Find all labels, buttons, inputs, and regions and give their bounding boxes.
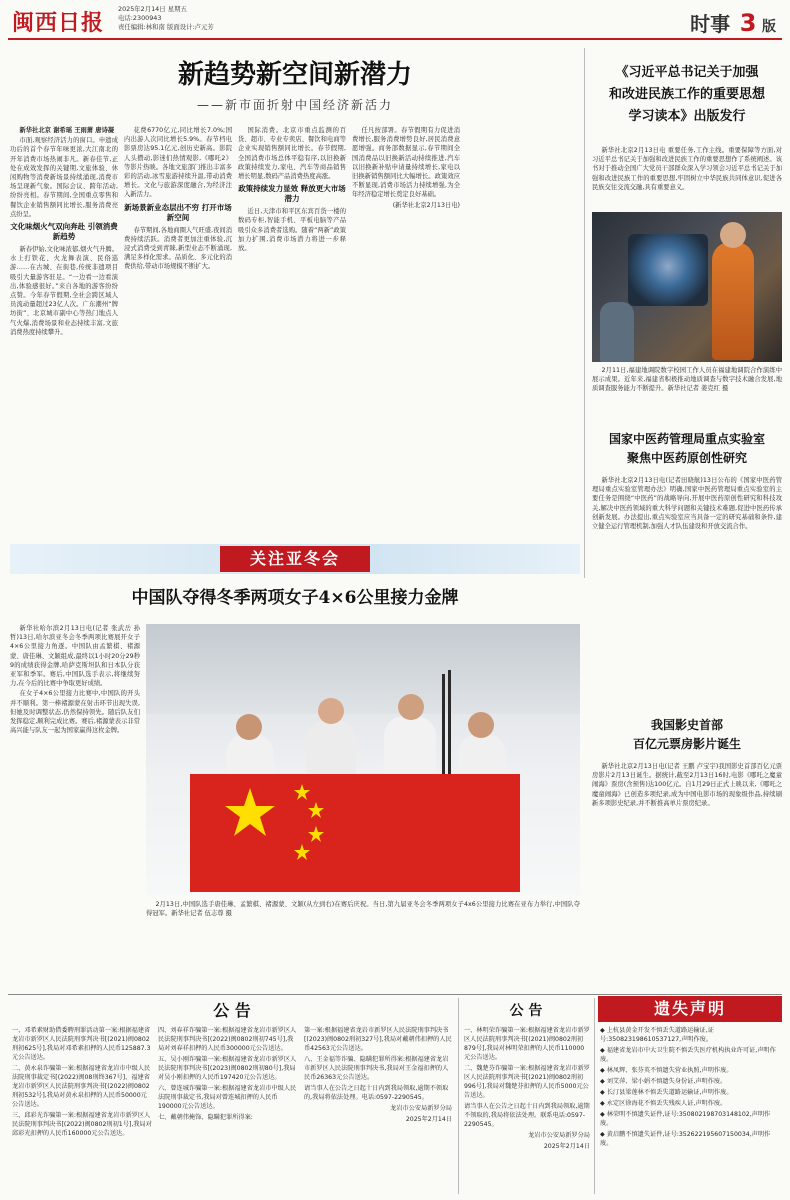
issue-weekday: 星期五 (167, 5, 187, 13)
national-flag (190, 774, 520, 892)
winter-games-headline: 中国队夺得冬季两项女子4×6公里接力金牌 (131, 588, 459, 608)
notice-col-3: 第一案:根据福建省龙岩市新罗区人民法院刑事判决书[(2023)闽0802刑初327号],我局对戴朝伟扣押的人民币42563元公告送达。 八、王金福等诈骗、隐瞒犯罪所得案:根据福建省龙岩市新罗区人民法院刑事判决书,我局对王金福扣押的人民币26363元公告送达。 请当事人在公告之日起十日内到我局领取,逾期不领取的,我局将依法处理。电话:0597-2290545。 龙岩市公安局新罗分局 2025年2月14日 (304, 1027, 452, 1123)
issue-date: 2025年2月14日 (118, 5, 166, 13)
subhead-3: 政策持续发力显效 释放更大市场潜力 (238, 184, 346, 204)
notice-col-4: 一、林明荣诈骗第一案:根据福建省龙岩市新罗区人民法院刑事判决书[(2021)闽0802刑初879号],我局对林明荣扣押的人民币110000元公告送达。 二、魏楚芬诈骗第一案:根据福建省龙岩市新罗区人民法院刑事判决书[(2021)闽0802刑初996号],我局对魏楚芬扣押的人民币5000元公告送达。 请当事人在公告之日起十日内到我局领取,逾期不领取的,我局将依法处理。联系电话:0597-2290545。 龙岩市公安局新罗分局 2025年2月14日 (464, 1027, 590, 1150)
main-story-col-1: 新华社北京 谢希瑶 王雨萧 唐诗凝 市面,观察经济活力的窗口。申遗成功后的首个春节年味更浓,大江南北的开年消费市场热闹非凡。新春佳节,正处在成效发挥的关键期,文旅体验、休闲购物等消费新场景持续涌现,消费市场呈现新气象。国际会议、跨年活动,纷纷亮相。春节期间,全国重点零售和餐饮企业销售额同比增长,服务消费亮点纷呈。 文化味烟火气双向奔赴 引领消费新趋势 新春伊始,文化味浓郁,烟火气升腾。水上打铁花、火龙舞表演、民俗巡游……在古城、在街巷,传统非遗项目吸引大量游客驻足。“一边看一边看演出,体验感很好。”来自各地的游客纷纷点赞。今年春节假期,全社会跨区域人员流动量超过23亿人次。广东潮州“牌坊街”、北京城市副中心等热门地点人气火爆,消费场景和业态持续丰富,文旅消费热度持续攀升。 (10, 127, 118, 336)
right-story-3-body: 新华社北京2月13日电(记者 王鹏 卢宝宇)我国影史首部百亿元票房影片2月13日诞生。据统计,截至2月13日16时,电影《哪吒之魔童闹海》票房(含预售)达100亿元。自1月29日正式上映以来,《哪吒之魔童闹海》已创造多项纪录,成为中国电影市场的现象级作品,持续刷新多项影史纪录,并不断推高单片票房纪录。 (592, 763, 782, 807)
winter-games-body: 新华社哈尔滨2月13日电(记者 张武岳 孙哲)13日,哈尔滨亚冬会冬季两项比赛展开女子4×6公里接力角逐。中国队由孟繁棋、褚源蒙、唐佳琳、文颖组成,最终以1小时20分29秒9的成绩获得金牌,哈萨克斯坦队和日本队分获亚军和季军。赛后,中国队选手表示,将继续努力,在今后的比赛中争取更好成绩。 在女子4×6公里接力比赛中,中国队的开头并不顺利。第一棒褚源蒙在射击环节出现失误,但她及时调整状态,仍然保持领先。随后队友们发挥稳定,顺利完成比赛。赛后,褚源蒙表示非常高兴能与队友一起为国家赢得这枚金牌。 (10, 625, 140, 735)
editor: 责任编辑:林和南 (118, 23, 165, 31)
dateline: (新华社北京2月13日电) (392, 201, 460, 209)
subhead-1: 文化味烟火气双向奔赴 引领消费新趋势 (10, 222, 118, 242)
notice-signature-2: 龙岩市公安局新罗分局 (528, 1132, 590, 1139)
geology-photo (592, 212, 782, 362)
right-story-2-body: 新华社北京2月13日电(记者田晓航)13日公布的《国家中医药管理局重点实验室管理办法》明确,国家中医药管理局重点实验室的主要任务是围绕“中医药”的战略导向,开展中医药原创性研究和科技攻关,解决中医药领域的重大科学问题和关键技术难题,促进中医药传承创新发展。办法提出,重点实验室应当具备一定的研究基础和条件,建立健全运行管理机制,加强人才队伍建设和开放交流合作。 (592, 477, 782, 531)
right-story-2-title: 国家中医药管理局重点实验室 聚焦中医药原创性研究 (608, 432, 765, 465)
right-story-1-body: 新华社北京2月13日电 重要任务,工作主线。重要保障等方面,对习近平总书记关于加强和改进民族工作的重要思想作了系统阐述。该书对于推动全国广大党员干部群众深入学习领会习近平总书记关于加强和改进民族工作的重要思想,牢固树立中华民族共同体意识,促进各民族交往交流交融,具有重要意义。 (592, 147, 782, 191)
notice-col-2: 四、刘春祥诈骗第一案:根据福建省龙岩市新罗区人民法院刑事判决书[(2022)闽0802刑初745号],我局对刘春祥扣押的人民币300000元公告送达。 五、吴小刚诈骗第一案:根据福建省龙岩市新罗区人民法院刑事判决书[(2023)闽0802刑初80号],我局对吴小刚扣押的人民币197420元公告送达。 六、曾连城诈骗第一案:根据福建省龙岩市中级人民法院刑事裁定书,我局对曾连城扣押的人民币190000元公告送达。 七、戴朝伟掩饰、隐瞒犯罪所得案: (158, 1027, 297, 1121)
main-story-col-2: 花费6770亿元,同比增长7.0%;国内出游人次同比增长5.9%。春节档电影票房达95.1亿元,创历史新高。影院人头攒动,影迷们热情观影,《哪吒2》等影片热映。各地文旅部门推出丰富多彩的活动,冰雪旅游持续升温,带动消费增长。文化与旅游深度融合,为经济注入新活力。 新场景新业态层出不穷 打开市场新空间 春节期间,各地商圈人气旺盛,夜间消费持续活跃。消费者更加注重体验,沉浸式消费受到青睐,新型业态不断涌现,满足多样化需求。品质化、多元化的消费供给,带动市场规模不断扩大。 (124, 127, 232, 271)
byline: 新华社北京 谢希瑶 王雨萧 唐诗凝 (19, 127, 115, 134)
right-story-3-title: 我国影史首部 百亿元票房影片诞生 (632, 718, 741, 751)
main-headline: 新趋势新空间新潜力 (177, 60, 412, 90)
phone: 电话:2300943 (118, 14, 162, 22)
notice-signature-1: 龙岩市公安局新罗分局 (390, 1105, 452, 1112)
newspaper-logo: 闽西日报 (12, 10, 105, 36)
notice-col-1: 一、邓希素财助借委聘刑罪活动第一案:根据福建省龙岩市新罗区人民法院刑事判决书[(2021)闽0802刑初625号],我局对邓希素扣押的人民币125887.3元公告送达。 二、黄永泉诈骗第一案:根据福建省龙岩市中级人民法院刑事裁定书[(2022)闽08刑终367号]、福建省龙岩市新罗区人民法院刑事判决书[(2022)闽0802刑初532号],我局对黄永泉扣押的人民币50000元公告送达。 三、邱彩光诈骗第一案:根据福建省龙岩市新罗区人民法院刑事判决书[(2022)闽0802刑初1号],我局对邱彩光扣押的人民币160000元公告送达。 (12, 1027, 152, 1137)
notice-date-1: 2025年2月14日 (405, 1116, 452, 1123)
notice-date-2: 2025年2月14日 (543, 1143, 590, 1150)
notice-heading-2: 公 告 (509, 1003, 543, 1019)
relay-team-photo (146, 624, 580, 896)
right-story-1-title: 《习近平总书记关于加强 和改进民族工作的重要思想 学习读本》出版发行 (608, 65, 765, 124)
lost-notice-heading: 遗失声明 (598, 996, 782, 1022)
main-subheadline: ——新市面折射中国经济新活力 (196, 98, 393, 112)
section-label: 时事 3 版 (690, 9, 776, 37)
subhead-2: 新场景新业态层出不穷 打开市场新空间 (124, 202, 232, 222)
photo-caption-2: 2月13日,中国队选手唐佳琳、孟繁棋、褚源蒙、文颖(从左到右)在赛后庆祝。当日,第九届亚冬会冬季两项女子4x6公里接力比赛在亚布力举行,中国队夺得冠军。新华社记者 伍志尊 摄 (146, 901, 580, 918)
main-story-col-4: 任凡按部署。春节假期有力促进消费增长,服务消费增势良好,居民消费意愿增强。商务部数据显示,春节期间全国消费品以旧换新活动持续推进,汽车以旧换新补贴申请量持续增长,家电以旧换新销售额同比大幅增长。政策效应不断显现,消费市场活力持续增强,为全年经济稳定增长奠定良好基础。 (新华社北京2月13日电) (352, 127, 460, 209)
winter-games-banner: 关注亚冬会 (10, 544, 580, 574)
notice-heading-1: 公 告 (213, 1001, 251, 1020)
photo-caption-1: 2月11日,福建地调院数字校园工作人员在福建地调院合作演练中展示成果。近年来,福建省积极推动地质调查与数字技术融合发展,地质调查服务能力不断提升。新华社记者 姜克红 摄 (592, 367, 782, 393)
main-story-col-3: 国际消费。北京市重点监测的百货、超市、专业专卖店、餐饮和电商等企业实现销售额同比增长。春节假期,全国消费市场总体平稳有序,以旧换新政策持续发力,家电、汽车等商品销售增长明显,数码产品消费热度高涨。 政策持续发力显效 释放更大市场潜力 近日,天津市和平区东宾百货一楼的数码专柜,智能手机、平板电脑等产品吸引众多消费者选购。随着“两新”政策加力扩围,消费市场潜力将进一步释放。 (238, 127, 346, 253)
layout-designer: 版面设计:卢元芳 (166, 23, 214, 31)
lost-notice-list: ◆ 上杭县黄金开发不慎丢失道路运输证,证号:350823198610537127,声明作废。 ◆ 福建省龙岩市中大卫生院不慎丢失医疗机构执业许可证,声明作废。 ◆ 林凤辉、张芬英不慎遗失营业执照,声明作废。 ◆ 刘艾萍、梁小娟不慎遗失身份证,声明作废。 ◆ 长汀县梁莲林不慎丢失道路运输证,声明作废。 ◆ 永定区徐海花不慎丢失残疾人证,声明作废。 ◆ 林荣明不慎遗失证件,证号:350802198703148102,声明作废。 ◆ 黄启鹏不慎遗失证件,证号:352622195607150034,声明作废。 (600, 1027, 776, 1147)
